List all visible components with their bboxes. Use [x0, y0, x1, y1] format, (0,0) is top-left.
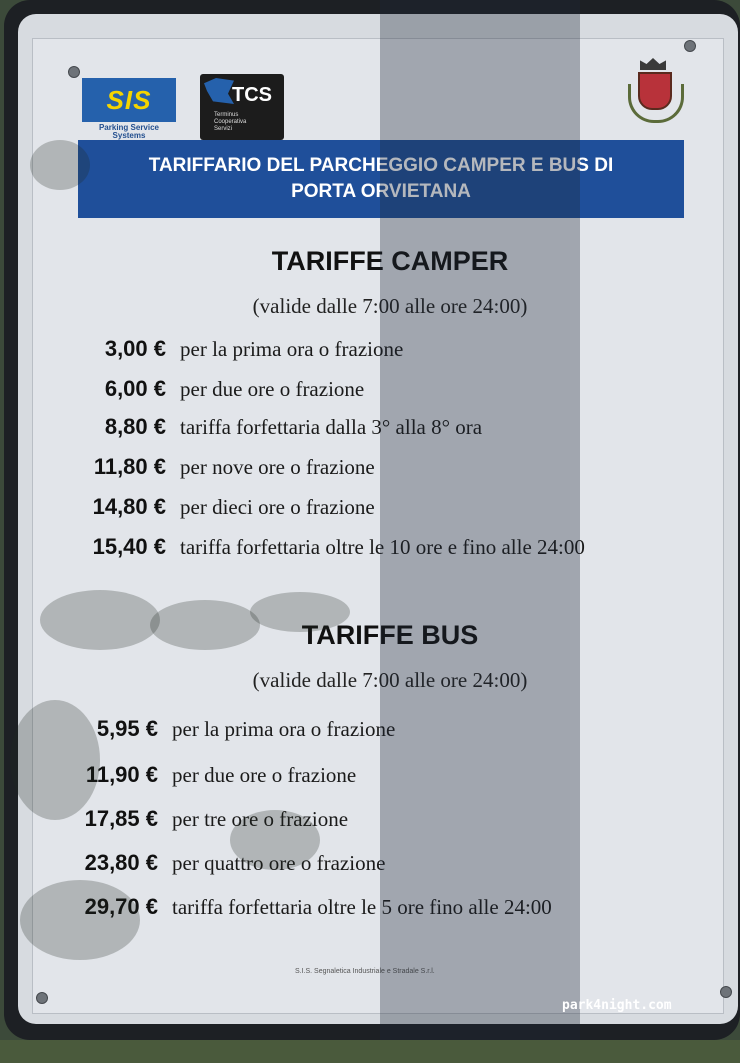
rate-description: tariffa forfettaria oltre le 5 ore fino alle 24:00: [172, 895, 552, 919]
region-map-icon: [204, 78, 234, 104]
leaf-shadow: [30, 140, 90, 190]
leaf-shadow: [150, 600, 260, 650]
rate-description: per due ore o frazione: [172, 763, 357, 787]
screw-icon: [720, 986, 732, 998]
rate-row: [0, 454, 375, 480]
rate-description: per quattro ore o frazione: [172, 851, 386, 875]
rate-description: per la prima ora o frazione: [172, 717, 396, 741]
rate-price: 14,80 €: [92, 494, 166, 519]
shield-icon: [638, 72, 672, 110]
tcs-logo-caption: Terminus Cooperativa Servizi: [214, 112, 247, 132]
rate-price: 6,00 €: [104, 376, 166, 401]
rate-price: 11,80 €: [93, 454, 166, 479]
rate-description: per nove ore o frazione: [180, 455, 375, 479]
tcs-logo-mark: TCS: [232, 84, 272, 106]
rate-description: per due ore o frazione: [180, 377, 365, 401]
rate-price: 23,80 €: [84, 850, 158, 875]
rate-description: per tre ore o frazione: [172, 807, 349, 831]
leaf-shadow: [230, 810, 320, 870]
leaf-shadow: [10, 700, 100, 820]
rate-price: 11,90 €: [85, 762, 158, 787]
crown-icon: [640, 58, 666, 70]
rate-row: [0, 494, 375, 520]
rate-description: tariffa forfettaria dalla 3° alla 8° ora: [180, 415, 483, 439]
banner-line-1: TARIFFARIO DEL PARCHEGGIO CAMPER E BUS DI: [148, 155, 614, 176]
bus-validity: (valide dalle 7:00 alle ore 24:00): [252, 668, 528, 692]
leaf-shadow: [40, 590, 160, 650]
screw-icon: [36, 992, 48, 1004]
sis-logo: [82, 78, 176, 122]
rate-description: per dieci ore o frazione: [180, 495, 375, 519]
rate-price: 3,00 €: [104, 336, 166, 361]
manufacturer-credit: S.I.S. Segnaletica Industriale e Stradale S.r.l.: [295, 968, 435, 975]
rate-price: 29,70 €: [84, 894, 158, 919]
camper-section-title: TARIFFE CAMPER: [271, 246, 509, 276]
town-crest-icon: [626, 58, 680, 128]
rate-row: [0, 850, 385, 876]
rate-description: tariffa forfettaria oltre le 10 ore e fino alle 24:00: [180, 535, 585, 559]
rate-price: 17,85 €: [84, 806, 158, 831]
rate-description: per la prima ora o frazione: [180, 337, 404, 361]
banner-line-2: PORTA ORVIETANA: [291, 181, 471, 202]
leaf-shadow: [20, 880, 140, 960]
camper-validity: (valide dalle 7:00 alle ore 24:00): [252, 294, 528, 318]
rate-row: [0, 336, 403, 362]
screw-icon: [684, 40, 696, 52]
sis-logo-mark: SIS: [106, 84, 152, 115]
screw-icon: [68, 66, 80, 78]
ground: [0, 1040, 740, 1063]
tcs-logo: [200, 74, 284, 140]
pole-shadow: [380, 0, 580, 1063]
rate-row: [0, 376, 364, 402]
bus-section-title: TARIFFE BUS: [301, 620, 479, 650]
rate-price: 8,80 €: [104, 414, 166, 439]
watermark: park4night.com: [562, 998, 672, 1013]
leaf-shadow: [250, 592, 350, 632]
rate-price: 15,40 €: [92, 534, 166, 559]
rate-price: 5,95 €: [96, 716, 158, 741]
sis-logo-caption: Parking Service Systems: [98, 123, 160, 140]
